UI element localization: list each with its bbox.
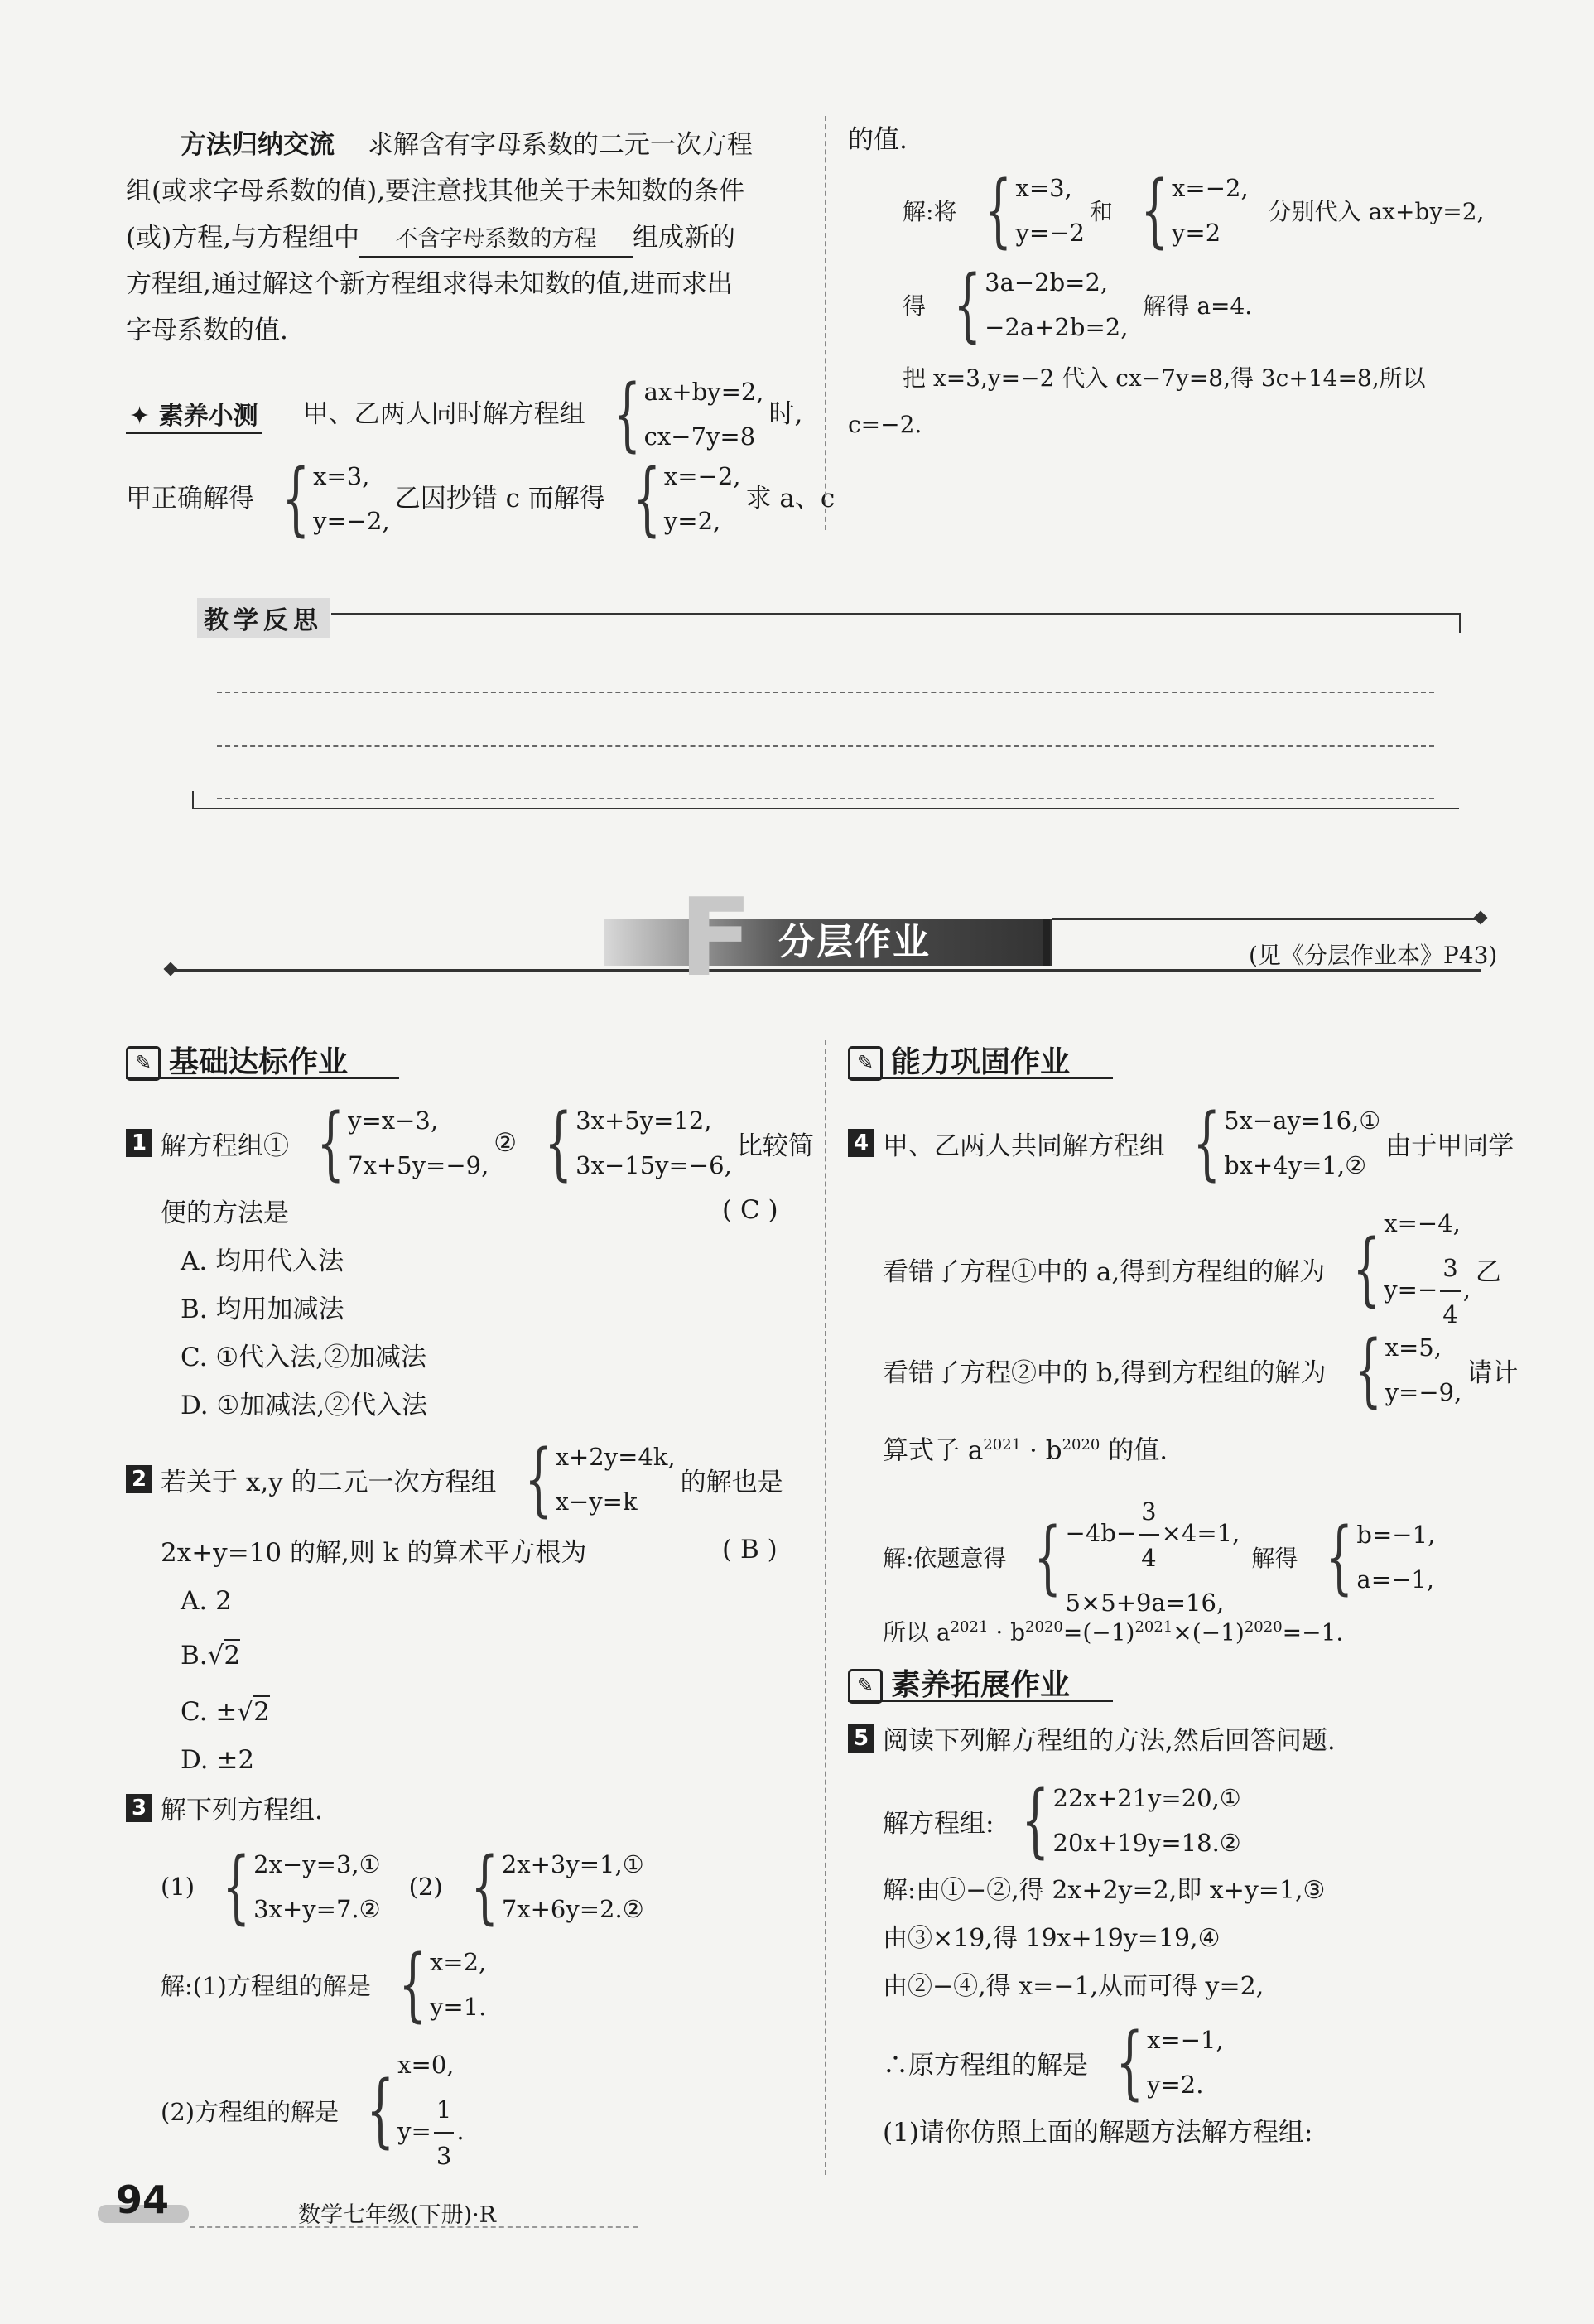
eq-line: 3a−2b=2,	[985, 268, 1109, 297]
eq-line: 22x+21y=20,①	[1052, 1784, 1241, 1812]
numerator: 3	[1139, 1489, 1158, 1536]
numerator: 1	[434, 2087, 454, 2134]
test-badge: ✦ 素养小测	[126, 395, 262, 434]
equation-system	[259, 454, 390, 543]
test-stem-row1	[126, 369, 802, 459]
page-number: 94	[116, 2177, 170, 2222]
section-underline	[848, 1077, 1113, 1079]
answer-text: (2)方程组的解是	[161, 2097, 340, 2126]
equation-system	[590, 369, 764, 459]
brace-icon: {	[633, 452, 661, 545]
test-text: 甲、乙两人同时解方程组	[302, 399, 585, 429]
solution-step: 由②−④,得 x=−1,从而可得 y=2,	[883, 1972, 1264, 2001]
method-text: 字母系数的值.	[126, 316, 288, 345]
option-prefix: C. ±	[181, 1697, 238, 1727]
section-basic	[126, 1039, 348, 1081]
sub-label: (1)	[161, 1873, 195, 1901]
method-heading: 方法归纳交流	[181, 130, 335, 160]
equation-system	[999, 1776, 1240, 1865]
question-number: 1	[126, 1129, 152, 1157]
question-text: 解方程组①	[161, 1131, 289, 1161]
fraction	[1440, 1246, 1460, 1337]
question-text: 由于甲同学	[1385, 1131, 1515, 1161]
option-d: D. ±2	[181, 1745, 255, 1775]
reflection-top-line	[331, 613, 1459, 615]
brace-icon: {	[953, 258, 982, 351]
equation-system	[522, 1098, 732, 1188]
method-text: 求解含有字母系数的二元一次方程	[367, 130, 753, 160]
equation-system	[1330, 1201, 1471, 1337]
question-1	[126, 1098, 814, 1188]
test-text: 时,	[768, 399, 803, 429]
eq-line: a=−1,	[1356, 1565, 1434, 1594]
question-text: 便的方法是	[161, 1198, 289, 1228]
answer-choice: ( B )	[722, 1535, 778, 1565]
expr-part: 所以 a	[883, 1618, 951, 1647]
column-divider	[825, 1040, 826, 2175]
question-text: 比较简	[736, 1131, 814, 1161]
exponent: 2021	[950, 1618, 989, 1636]
method-text	[126, 214, 735, 262]
brace-icon: {	[398, 1938, 426, 2031]
question-text: 解下列方程组.	[161, 1796, 323, 1825]
equation-system	[502, 1434, 676, 1524]
numerator: 3	[1440, 1246, 1460, 1292]
eq-line: bx+4y=1,②	[1224, 1151, 1367, 1179]
eq-line: x+2y=4k,	[555, 1443, 676, 1471]
eq-line: x=−4,	[1384, 1209, 1461, 1237]
brace-icon: {	[544, 1097, 573, 1189]
option-b: B.√2	[181, 1641, 241, 1671]
section-underline	[126, 1077, 399, 1079]
footer-line	[190, 2226, 638, 2228]
pencil-icon: ✎	[126, 1046, 161, 1081]
answer-text: 解:依题意得	[883, 1545, 1007, 1572]
answer-choice: ( C )	[722, 1195, 778, 1225]
brace-icon: {	[1140, 164, 1169, 257]
solution-step: ∴原方程组的解是	[883, 2050, 1088, 2081]
reflection-corner	[1459, 613, 1461, 633]
option-a: A. 2	[181, 1586, 232, 1616]
test-stem-row2	[126, 454, 835, 543]
book-title: 数学七年级(下册)·R	[298, 2202, 496, 2228]
answer-text: 和	[1089, 198, 1113, 225]
eq-end: .	[456, 2117, 465, 2145]
brace-icon: {	[1325, 1511, 1354, 1603]
eq-line: y=1.	[429, 1993, 487, 2021]
brace-icon: {	[613, 368, 641, 460]
reflection-dashed-line	[217, 692, 1434, 693]
brace-icon: {	[316, 1097, 345, 1189]
equation-system	[294, 1098, 489, 1188]
question-2	[126, 1434, 783, 1524]
eq-line: y=−2	[1015, 219, 1085, 247]
eq-line	[1066, 1489, 1240, 1580]
eq-line: y=−9,	[1385, 1378, 1462, 1406]
equation-system	[200, 1842, 381, 1931]
equation-system	[1170, 1098, 1380, 1188]
answer-text: 解:(1)方程组的解是	[161, 1971, 371, 2000]
reflection-dashed-line	[217, 798, 1434, 799]
brace-icon: {	[222, 1840, 251, 1933]
fill-blank: 不含字母系数的方程	[359, 223, 633, 258]
equation-system	[448, 1842, 644, 1931]
reflection-bottom-line	[192, 808, 1459, 809]
eq-line: x=3,	[313, 462, 370, 490]
eq-line	[397, 2087, 464, 2178]
question-text: 请计	[1466, 1357, 1519, 1388]
eq-line: 5x−ay=16,①	[1224, 1107, 1381, 1135]
eq-line: y=2,	[663, 507, 721, 535]
sub-question: (1)请你仿照上面的解题方法解方程组:	[883, 2118, 1313, 2148]
method-text: 组(或求字母系数的值),要注意找其他关于未知数的条件	[126, 176, 745, 206]
equation-system	[376, 1940, 486, 2029]
answer-text: 解:将	[903, 198, 957, 225]
brace-icon: {	[1115, 2016, 1144, 2109]
section-extension	[848, 1661, 1070, 1704]
eq-line: y=2.	[1147, 2071, 1204, 2099]
expr-part: =(−1)	[1062, 1618, 1135, 1647]
section-underline	[848, 1700, 1113, 1702]
eq-end: ,	[1462, 1275, 1471, 1304]
eq-line: x=−2,	[663, 462, 741, 490]
method-text-b: 组成新的	[633, 223, 736, 253]
brace-icon: {	[1352, 1222, 1381, 1315]
eq-part: −4b−	[1065, 1519, 1137, 1547]
reflection-title: 教学反思	[197, 598, 330, 638]
equation-system	[961, 166, 1085, 255]
equation-system	[610, 454, 741, 543]
question-3-answer-1	[161, 1940, 491, 2029]
method-text: 方程组,通过解这个新方程组求得未知数的值,进而求出	[126, 269, 733, 299]
eq-line: y=−2,	[313, 507, 390, 535]
fraction	[434, 2087, 454, 2178]
diamond-icon	[1474, 911, 1488, 925]
radicand: 2	[224, 1641, 241, 1671]
eq-lhs: y=	[397, 2117, 431, 2145]
answer-text: 分别代入 ax+by=2,	[1268, 198, 1485, 225]
banner-reference: (见《分层作业本》P43)	[1249, 942, 1498, 969]
exponent: 2020	[1062, 1436, 1100, 1454]
radicand: 2	[253, 1697, 270, 1727]
pencil-icon: ✎	[848, 1046, 883, 1081]
question-5	[848, 1719, 1336, 1757]
option-d: D. ①加减法,②代入法	[181, 1391, 428, 1420]
question-3-answer-2	[161, 2042, 470, 2178]
brace-icon: {	[366, 2064, 395, 2157]
question-number: 5	[848, 1724, 874, 1753]
eq-line	[1384, 1246, 1471, 1337]
answer-row2	[903, 260, 1252, 350]
banner-line	[1052, 918, 1476, 920]
denominator: 4	[1442, 1300, 1458, 1328]
section-title: 基础达标作业	[169, 1045, 349, 1079]
expr-part: · b	[1021, 1435, 1062, 1466]
eq-line: y=2	[1172, 219, 1221, 247]
solution-step: 解:由①−②,得 2x+2y=2,即 x+y=1,③	[883, 1876, 1326, 1905]
brace-icon: {	[524, 1433, 552, 1526]
question-4-line3	[883, 1325, 1518, 1415]
question-text: 若关于 x,y 的二元一次方程组	[161, 1467, 497, 1497]
question-text: 甲、乙两人共同解方程组	[883, 1131, 1165, 1161]
banner-title: 分层作业	[778, 921, 931, 963]
expr-part: 算式子 a	[883, 1435, 984, 1466]
test-badge-label: 素养小测	[158, 401, 258, 431]
eq-line: 5×5+9a=16,	[1065, 1589, 1225, 1617]
brace-icon: {	[1021, 1774, 1050, 1867]
sub-label: (2)	[408, 1873, 443, 1901]
brace-icon: {	[282, 452, 311, 545]
question-number: 4	[848, 1129, 874, 1157]
equation-system	[1303, 1512, 1435, 1602]
eq-line: x=0,	[397, 2051, 455, 2079]
brace-icon: {	[1192, 1097, 1221, 1189]
option-a: A. 均用代入法	[181, 1246, 344, 1276]
eq-line: x=2,	[429, 1948, 487, 1976]
method-paragraph	[181, 121, 810, 169]
question-text: 解方程组:	[883, 1808, 994, 1839]
equation-system	[931, 260, 1128, 350]
eq-line: 7x+5y=−9,	[348, 1151, 489, 1179]
equation-system	[1093, 2018, 1224, 2107]
eq-line: 3x−15y=−6,	[575, 1151, 732, 1179]
option-b: B. 均用加减法	[181, 1295, 344, 1324]
equation-system	[1118, 166, 1249, 255]
solution-step: 由③×19,得 19x+19y=19,④	[883, 1924, 1221, 1953]
reflection-dashed-line	[217, 745, 1434, 747]
test-text: 的值.	[848, 125, 908, 155]
eq-line: ax+by=2,	[643, 378, 764, 406]
option-c: C. ①代入法,②加减法	[181, 1343, 426, 1372]
question-4-line2	[883, 1201, 1501, 1337]
expr-part: 的值.	[1100, 1435, 1168, 1466]
eq-line: b=−1,	[1356, 1521, 1436, 1549]
equation-system	[344, 2042, 464, 2178]
question-number: 2	[126, 1465, 152, 1493]
pencil-icon: ✎	[848, 1669, 883, 1704]
eq-line: y=x−3,	[348, 1107, 439, 1135]
test-text: 求 a、c	[745, 484, 836, 513]
eq-line: x=3,	[1015, 174, 1072, 202]
eq-part: ×4=1,	[1161, 1519, 1240, 1547]
option-prefix: B.	[181, 1641, 208, 1671]
diamond-icon	[164, 962, 178, 976]
question-5-system	[883, 1776, 1246, 1865]
question-text: 阅读下列解方程组的方法,然后回答问题.	[883, 1726, 1336, 1756]
eq-line: x−y=k	[555, 1487, 638, 1516]
equation-system	[1332, 1325, 1462, 1415]
brace-icon: {	[1354, 1324, 1382, 1416]
exponent: 2021	[983, 1436, 1022, 1454]
question-4-line4	[883, 1421, 1168, 1474]
question-5-result	[883, 2018, 1229, 2107]
question-4-conclusion	[883, 1603, 1343, 1656]
brace-icon: {	[984, 164, 1013, 257]
eq-line: 7x+6y=2.②	[501, 1895, 644, 1923]
denominator: 4	[1141, 1544, 1157, 1572]
question-text: 看错了方程②中的 b,得到方程组的解为	[883, 1357, 1327, 1388]
question-text: 乙	[1475, 1256, 1501, 1287]
question-text: ②	[494, 1128, 518, 1158]
eq-line: 20x+19y=18.②	[1052, 1829, 1241, 1857]
eq-line: 3x+5y=12,	[575, 1107, 712, 1135]
question-3	[126, 1789, 323, 1826]
section-title: 素养拓展作业	[891, 1668, 1071, 1702]
eq-line: 2x+3y=1,①	[501, 1850, 644, 1878]
exponent: 2021	[1134, 1618, 1173, 1636]
eq-line: 3x+y=7.②	[253, 1895, 381, 1923]
eq-line: x=5,	[1385, 1333, 1442, 1362]
eq-lhs: y=−	[1384, 1275, 1438, 1304]
denominator: 3	[436, 2142, 452, 2170]
test-text: 甲正确解得	[126, 484, 254, 513]
answer-text: 解得	[1251, 1545, 1298, 1572]
answer-text: 得	[903, 292, 927, 320]
eq-line: x=−1,	[1147, 2026, 1224, 2054]
answer-text: 把 x=3,y=−2 代入 cx−7y=8,得 3c+14=8,所以	[903, 364, 1426, 392]
eq-line: x=−2,	[1172, 174, 1249, 202]
answer-row1	[903, 166, 1484, 255]
fraction	[1139, 1489, 1158, 1580]
exponent: 2020	[1244, 1618, 1283, 1636]
reflection-corner	[192, 791, 194, 808]
expr-part: ×(−1)	[1173, 1618, 1245, 1647]
brace-icon: {	[1033, 1511, 1062, 1603]
expr-part: =−1.	[1282, 1618, 1344, 1647]
exponent: 2020	[1025, 1618, 1063, 1636]
question-text: 的解也是	[680, 1467, 783, 1497]
eq-line: −2a+2b=2,	[985, 313, 1129, 341]
method-text-a: (或)方程,与方程组中	[126, 223, 360, 253]
question-text: 看错了方程①中的 a,得到方程组的解为	[883, 1256, 1326, 1287]
answer-text: 解得 a=4.	[1143, 292, 1253, 320]
eq-line: 2x−y=3,①	[253, 1850, 381, 1878]
brace-icon: {	[470, 1840, 498, 1933]
expr-part: · b	[988, 1618, 1026, 1647]
test-text: 乙因抄错 c 而解得	[394, 484, 605, 513]
section-title: 能力巩固作业	[891, 1045, 1071, 1079]
banner-end	[1043, 919, 1050, 966]
column-divider	[825, 116, 826, 530]
answer-text: c=−2.	[848, 411, 922, 438]
question-text: 2x+y=10 的解,则 k 的算术平方根为	[161, 1538, 587, 1568]
question-number: 3	[126, 1794, 152, 1822]
question-3-systems	[161, 1842, 649, 1931]
section-ability	[848, 1039, 1070, 1081]
option-c: C. ±√2	[181, 1697, 270, 1727]
eq-line: cx−7y=8	[643, 422, 756, 451]
banner-letter: F	[679, 875, 753, 1000]
question-4	[848, 1098, 1514, 1188]
